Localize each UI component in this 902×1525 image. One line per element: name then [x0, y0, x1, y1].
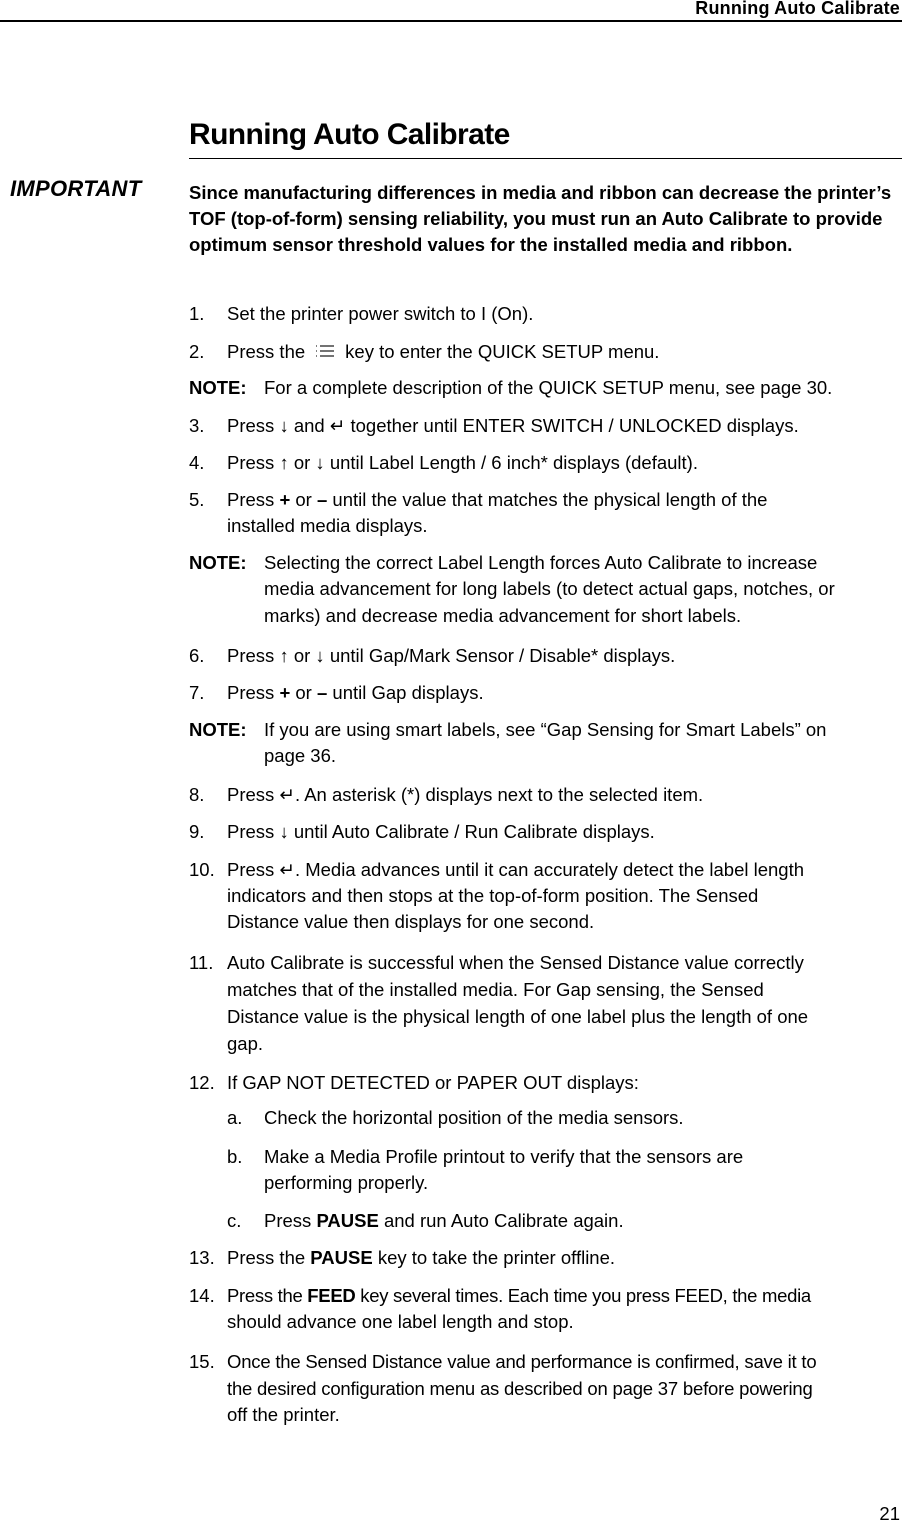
note-label: NOTE: [189, 377, 247, 398]
step-4-press: Press [227, 452, 275, 473]
step-number: 12. [189, 1072, 215, 1093]
step-12c-rest: and run Auto Calibrate again. [383, 1210, 624, 1231]
step-7-or: or [295, 682, 312, 703]
step-7-text [227, 680, 484, 706]
down-arrow-icon: ↓ [315, 452, 325, 473]
step-12b-line1: Make a Media Profile printout to verify that the sensors are [264, 1146, 744, 1167]
step-4-or: or [293, 452, 311, 473]
step-10-text [227, 857, 804, 883]
step-13-text [227, 1245, 615, 1271]
step-2-post: key to enter the QUICK SETUP menu. [345, 341, 660, 362]
step-number: 7. [189, 682, 205, 703]
step-6-press: Press [227, 645, 275, 666]
step-number: 8. [189, 784, 205, 805]
enter-key-icon: ↵ [279, 859, 295, 880]
note-2-line3: marks) and decrease media advancement for short labels. [264, 605, 742, 626]
substep-letter: a. [227, 1107, 243, 1128]
down-arrow-icon: ↓ [315, 645, 325, 666]
step-9-press: Press [227, 821, 275, 842]
step-3-press: Press [227, 415, 275, 436]
note-3-line1: If you are using smart labels, see “Gap Sensing for Smart Labels” on [264, 719, 827, 740]
step-14-line2: should advance one label length and stop. [227, 1311, 574, 1332]
step-7-press: Press [227, 682, 275, 703]
up-arrow-icon: ↑ [279, 452, 289, 473]
step-number: 11. [189, 952, 214, 973]
step-8-rest: . An asterisk (*) displays next to the selected item. [294, 784, 704, 805]
note-label: NOTE: [189, 719, 247, 740]
substep-letter: c. [227, 1210, 242, 1231]
step-12b-line2: performing properly. [264, 1172, 429, 1193]
enter-key-icon: ↵ [329, 415, 346, 436]
step-3-rest: together until ENTER SWITCH / UNLOCKED displays. [350, 415, 799, 436]
minus-key-icon: – [316, 682, 328, 703]
menu-list-icon [315, 344, 335, 360]
minus-key-icon: – [316, 489, 328, 510]
running-head: Running Auto Calibrate [695, 0, 900, 18]
step-11-line1: Auto Calibrate is successful when the Sensed Distance value correctly [227, 952, 804, 973]
step-3-text [227, 413, 799, 439]
step-2-pre: Press the [227, 341, 306, 362]
page-number: 21 [879, 1503, 900, 1524]
up-arrow-icon: ↑ [279, 645, 289, 666]
step-number: 10. [189, 859, 215, 880]
step-8-press: Press [227, 784, 275, 805]
step-number: 3. [189, 415, 205, 436]
step-15-line2: the desired configuration menu as described on page 37 before powering [227, 1378, 813, 1399]
section-title: Running Auto Calibrate [189, 118, 510, 151]
header-rule [0, 20, 902, 22]
step-7-rest: until Gap displays. [332, 682, 484, 703]
enter-key-icon: ↵ [279, 784, 295, 805]
step-13-press: Press the [227, 1247, 306, 1268]
step-12a-text: Check the horizontal position of the media sensors. [264, 1107, 684, 1128]
step-15-line3: off the printer. [227, 1404, 340, 1425]
step-6-rest: until Gap/Mark Sensor / Disable* displays. [329, 645, 676, 666]
note-2-line2: media advancement for long labels (to detect actual gaps, notches, or [264, 578, 835, 599]
step-10-press: Press [227, 859, 275, 880]
plus-key-icon: + [279, 489, 291, 510]
feed-key-label: FEED [307, 1285, 356, 1306]
step-3-and: and [293, 415, 325, 436]
step-12c-press: Press [264, 1210, 312, 1231]
step-number: 14. [189, 1285, 215, 1306]
substep-letter: b. [227, 1146, 243, 1167]
step-number: 1. [189, 303, 205, 324]
step-10-line3: Distance value then displays for one second. [227, 911, 595, 932]
step-2-text [227, 339, 659, 365]
step-5-press: Press [227, 489, 275, 510]
step-number: 5. [189, 489, 205, 510]
note-3-line2: page 36. [264, 745, 337, 766]
pause-key-label: PAUSE [316, 1210, 379, 1231]
step-number: 6. [189, 645, 205, 666]
step-9-rest: until Auto Calibrate / Run Calibrate displays. [293, 821, 655, 842]
note-label: NOTE: [189, 552, 247, 573]
step-number: 4. [189, 452, 205, 473]
important-text: Since manufacturing differences in media and ribbon can decrease the printer’s TOF (top-of-form) sensing reliability, you must run an Auto Calibrate to provide optimum sensor threshold values for the installed media and ribbon. [189, 182, 892, 255]
down-arrow-icon: ↓ [279, 821, 289, 842]
step-10-rest: . Media advances until it can accurately detect the label length [294, 859, 805, 880]
step-11-line3: Distance value is the physical length of one label plus the length of one [227, 1006, 809, 1027]
note-2-line1: Selecting the correct Label Length forces Auto Calibrate to increase [264, 552, 818, 573]
step-12-text: If GAP NOT DETECTED or PAPER OUT displays: [227, 1072, 639, 1093]
step-5-text [227, 487, 767, 513]
step-1-text: Set the printer power switch to I (On). [227, 303, 534, 324]
step-8-text [227, 782, 703, 808]
step-11-line2: matches that of the installed media. For Gap sensing, the Sensed [227, 979, 764, 1000]
step-12c-text [264, 1208, 624, 1234]
step-number: 15. [189, 1351, 215, 1372]
step-9-text [227, 819, 655, 845]
down-arrow-icon: ↓ [279, 415, 289, 436]
step-13-rest: key to take the printer offline. [377, 1247, 616, 1268]
title-rule [189, 158, 902, 159]
important-label: IMPORTANT [10, 176, 142, 201]
step-11-line4: gap. [227, 1033, 264, 1054]
step-4-text [227, 450, 698, 476]
step-5-rest: until the value that matches the physical length of the [332, 489, 768, 510]
step-4-rest: until Label Length / 6 inch* displays (default). [329, 452, 698, 473]
plus-key-icon: + [279, 682, 291, 703]
step-14-press: Press the [227, 1285, 303, 1306]
step-6-or: or [293, 645, 311, 666]
pause-key-label: PAUSE [310, 1247, 373, 1268]
step-number: 13. [189, 1247, 215, 1268]
step-10-line2: indicators and then stops at the top-of-form position. The Sensed [227, 885, 759, 906]
step-6-text [227, 643, 675, 669]
step-number: 9. [189, 821, 205, 842]
note-1-text: For a complete description of the QUICK SETUP menu, see page 30. [264, 377, 833, 398]
step-number: 2. [189, 341, 205, 362]
step-14-text [227, 1283, 811, 1309]
step-5-line2: installed media displays. [227, 515, 428, 536]
step-5-or: or [295, 489, 312, 510]
step-14-rest: key several times. Each time you press FEED, the media [360, 1285, 811, 1306]
step-15-line1: Once the Sensed Distance value and performance is confirmed, save it to [227, 1351, 817, 1372]
